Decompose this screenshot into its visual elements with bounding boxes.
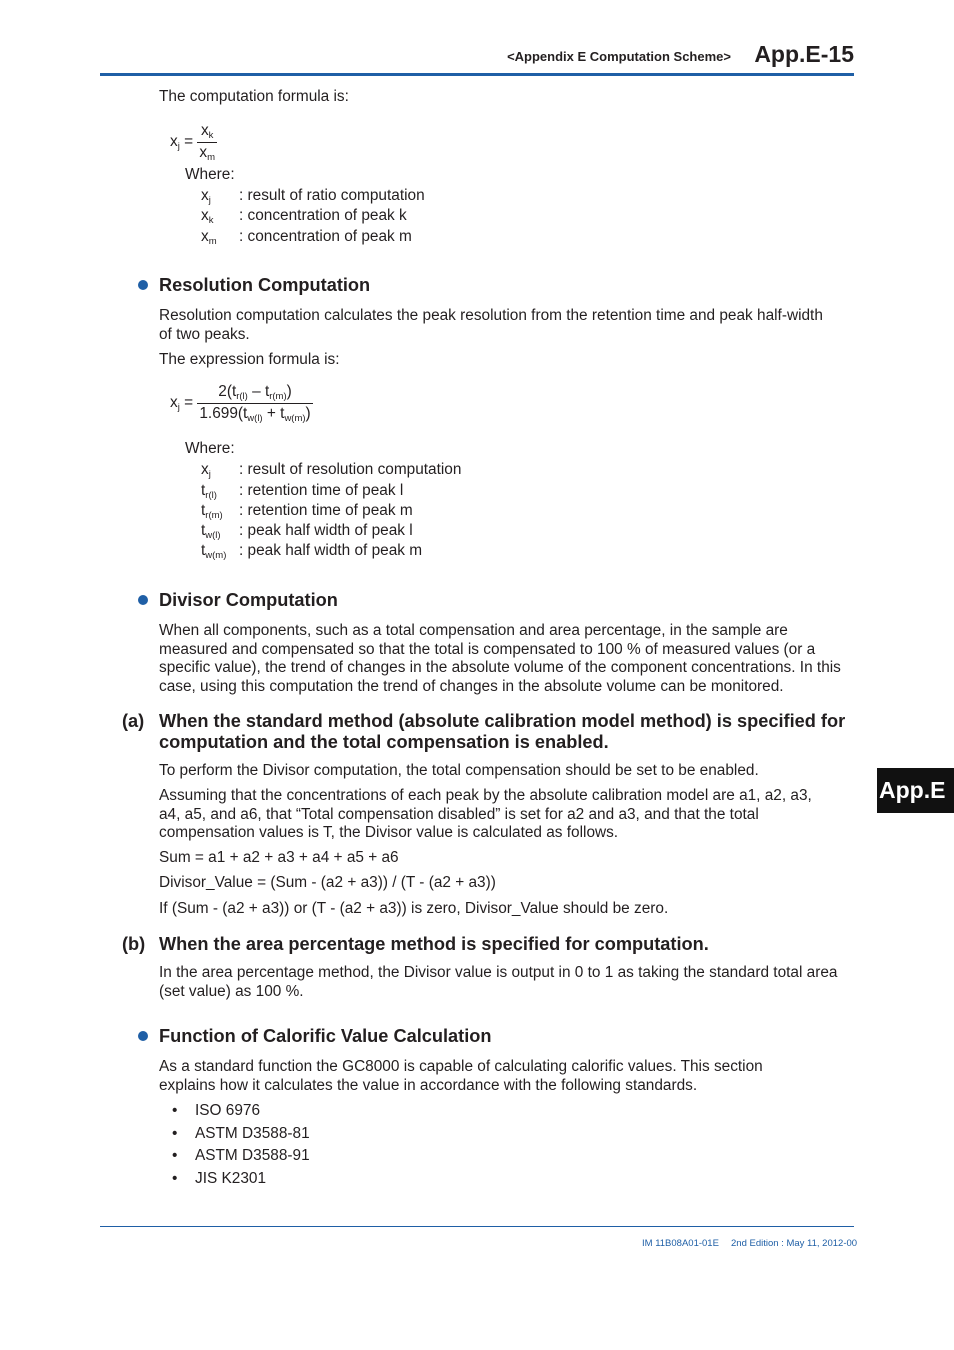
- list-item: • JIS K2301: [172, 1170, 267, 1187]
- ratio-where-label: Where:: [185, 166, 235, 183]
- footer-rule: [100, 1226, 854, 1227]
- ratio-formula: $x_j$ = $\frac{x_k}{x_m}$: [170, 122, 215, 163]
- ratio-variable-list: $x_j$ : result of ratio computation $x_k$ : concentration of peak k $x_m$ : concentration of peak m: [201, 187, 425, 247]
- resolution-formula: $x_j$ = $\frac{2(t_{r(l)} - t_{r(m)})}{1.699(t_{w(l)} + t_{w(m)})}$: [170, 383, 311, 424]
- resolution-paragraph: Resolution computation calculates the peak resolution from the retention time and peak half-width of two peaks.: [159, 307, 823, 343]
- subsection-a-label: (a): [122, 711, 145, 731]
- subsection-a-text-1: To perform the Divisor computation, the total compensation should be set to be enabled.: [159, 762, 759, 779]
- page-number: App.E-15: [754, 41, 854, 67]
- ratio-fraction: $\frac{x_k}{x_m}$: [199, 122, 215, 163]
- resolution-fraction: $\frac{2(t_{r(l)} - t_{r(m)})}{1.699(t_{w(l)} + t_{w(m)})}$: [199, 383, 311, 424]
- section-bullet-icon: [138, 1031, 148, 1041]
- subsection-a-text-2: Assuming that the concentrations of each peak by the absolute calibration model are a1, a2, a3, a4, a5, and a6, that “Total compensation disabled” is set for a2 and a3, and that the total compensation values is T, the Divisor value is calculated as follows.: [159, 787, 812, 841]
- sum-equation: Sum = a1 + a2 + a3 + a4 + a5 + a6: [159, 849, 399, 866]
- list-item: • ASTM D3588-81: [172, 1125, 310, 1142]
- list-item: • ASTM D3588-91: [172, 1147, 310, 1164]
- resolution-variable-list: $x_j$ : result of resolution computation $t_{r(l)}$ : retention time of peak l $t_{r(m)}$ : retention time of peak m $t_{w(l)}$ : peak half width of peak l $t_{w(m)}$ : peak half width of peak m: [201, 461, 462, 561]
- calorific-heading: Function of Calorific Value Calculation: [159, 1026, 492, 1046]
- divisor-heading: Divisor Computation: [159, 590, 338, 610]
- subsection-a-heading: When the standard method (absolute calibration model method) is specified for computation and the total compensation is enabled.: [159, 711, 846, 752]
- ratio-intro: The computation formula is:: [159, 88, 349, 105]
- header-rule: [100, 73, 854, 76]
- resolution-heading: Resolution Computation: [159, 275, 371, 295]
- list-item: • ISO 6976: [172, 1102, 261, 1119]
- divisor-paragraph: When all components, such as a total compensation and area percentage, in the sample are measured and compensated so that the total is compensated to 100 % of measured values (or a specific value), the trend of changes in the absolute volume of the component concentrations. In this case, using this computation the trend of changes in the absolute volume can be monitored.: [159, 622, 841, 695]
- divisor-value-equation: Divisor_Value = (Sum - (a2 + a3)) / (T - (a2 + a3)): [159, 874, 496, 891]
- resolution-intro: The expression formula is:: [159, 351, 340, 368]
- appendix-tab: App.E: [877, 768, 954, 813]
- running-title: <Appendix E Computation Scheme>: [507, 49, 731, 64]
- resolution-where-label: Where:: [185, 440, 235, 457]
- standards-list: [172, 1102, 472, 1197]
- section-bullet-icon: [138, 280, 148, 290]
- zero-condition-text: If (Sum - (a2 + a3)) or (T - (a2 + a3)) is zero, Divisor_Value should be zero.: [159, 900, 669, 917]
- section-bullet-icon: [138, 595, 148, 605]
- edition-info: 2nd Edition : May 11, 2012-00: [731, 1238, 858, 1249]
- document-id: IM 11B08A01-01E: [642, 1238, 719, 1249]
- calorific-paragraph: As a standard function the GC8000 is capable of calculating calorific values. This section explains how it calculates the value in accordance with the following standards.: [159, 1058, 763, 1094]
- subsection-b-label: (b): [122, 934, 146, 954]
- subsection-b-text: In the area percentage method, the Divisor value is output in 0 to 1 as taking the standard total area (set value) as 100 %.: [159, 964, 838, 1000]
- subsection-b-heading: When the area percentage method is specified for computation.: [159, 934, 709, 954]
